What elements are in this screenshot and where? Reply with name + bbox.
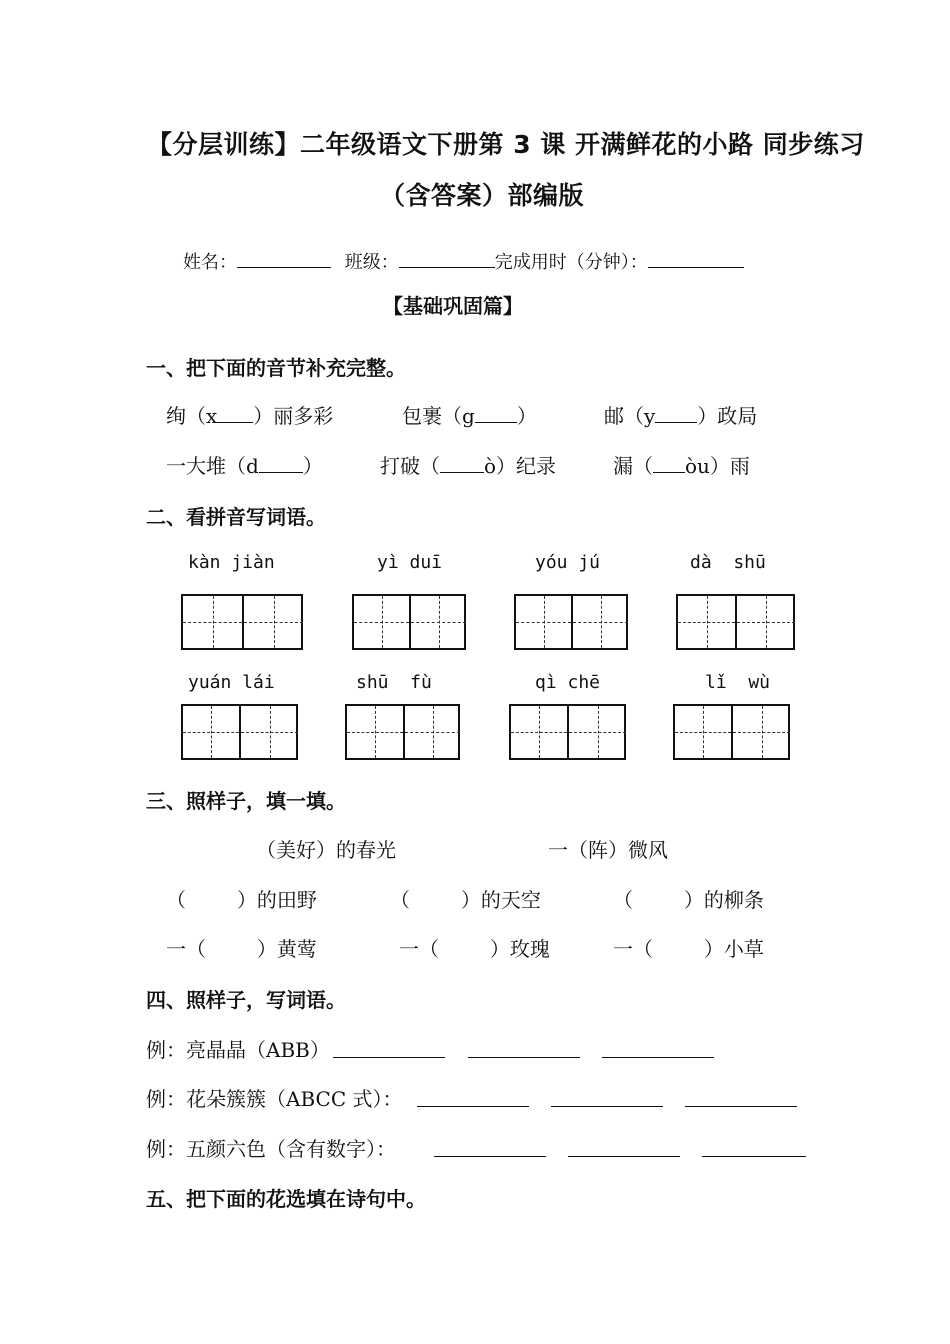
- time-blank[interactable]: [648, 249, 744, 268]
- pinyin-4: dà shū: [690, 552, 766, 573]
- student-info-line: [183, 248, 744, 274]
- q1-heading: 一、把下面的音节补充完整。: [146, 356, 406, 380]
- document-title-line-1: 【分层训练】二年级语文下册第 3 课 开满鲜花的小路 同步练习: [147, 130, 865, 159]
- pinyin-5: yuán lái: [188, 672, 275, 693]
- writing-grid-8[interactable]: [673, 704, 790, 760]
- q3-fill-1[interactable]: （ ）的田野: [166, 888, 317, 912]
- pinyin-7: qì chē: [535, 672, 601, 693]
- writing-grid-1[interactable]: [181, 594, 303, 650]
- q3-fill-6[interactable]: 一（ ）小草: [613, 937, 764, 961]
- name-blank[interactable]: [237, 249, 331, 268]
- q1-item-4: 一大堆（d ）: [166, 454, 323, 478]
- class-blank[interactable]: [399, 249, 495, 268]
- q1-item-6: 漏（ òu）雨: [613, 454, 750, 478]
- q3-fill-2[interactable]: （ ）的天空: [390, 888, 541, 912]
- q4-row-3-label: 例：五颜六色（含有数字）：: [146, 1137, 396, 1161]
- q3-example-2: 一（阵）微风: [548, 838, 668, 862]
- q4-row-2-blank-1[interactable]: [417, 1106, 529, 1107]
- q4-row-1-label: 例：亮晶晶（ABB）: [146, 1038, 330, 1062]
- writing-grid-7[interactable]: [509, 704, 626, 760]
- q4-row-1-blank-1[interactable]: [333, 1057, 445, 1058]
- name-label: 姓名：: [183, 252, 237, 273]
- q1-blank-3[interactable]: [655, 402, 697, 423]
- q5-heading: 五、把下面的花选填在诗句中。: [146, 1187, 426, 1211]
- q1-blank-4[interactable]: [259, 452, 303, 473]
- writing-grid-4[interactable]: [676, 594, 795, 650]
- q1-blank-2[interactable]: [475, 402, 517, 423]
- q4-row-1-blank-2[interactable]: [468, 1057, 580, 1058]
- q2-heading: 二、看拼音写词语。: [146, 505, 326, 529]
- q4-row-3-blank-1[interactable]: [434, 1156, 546, 1157]
- pinyin-8: lǐ wù: [705, 672, 771, 693]
- pinyin-1: kàn jiàn: [188, 552, 275, 573]
- writing-grid-5[interactable]: [181, 704, 298, 760]
- q1-blank-1[interactable]: [217, 402, 253, 423]
- q4-row-2-blank-3[interactable]: [685, 1106, 797, 1107]
- pinyin-2: yì duī: [377, 552, 443, 573]
- q4-row-1-blank-3[interactable]: [602, 1057, 714, 1058]
- section-title: 【基础巩固篇】: [383, 294, 523, 318]
- q4-heading: 四、照样子，写词语。: [146, 988, 346, 1012]
- q4-row-3-blank-2[interactable]: [568, 1156, 680, 1157]
- writing-grid-2[interactable]: [352, 594, 466, 650]
- q3-heading: 三、照样子，填一填。: [146, 789, 346, 813]
- q4-row-3-blank-3[interactable]: [702, 1156, 806, 1157]
- writing-grid-6[interactable]: [345, 704, 460, 760]
- q1-item-1: 绚（x ）丽多彩: [166, 404, 334, 428]
- q3-fill-3[interactable]: （ ）的柳条: [613, 888, 764, 912]
- q1-blank-6[interactable]: [653, 452, 685, 473]
- q3-fill-5[interactable]: 一（ ）玫瑰: [399, 937, 550, 961]
- q1-item-5: 打破（ ò）纪录: [380, 454, 557, 478]
- q4-row-2-blank-2[interactable]: [551, 1106, 663, 1107]
- document-title-line-2: （含答案）部编版: [380, 181, 585, 210]
- q3-fill-4[interactable]: 一（ ）黄莺: [166, 937, 317, 961]
- pinyin-3: yóu jú: [535, 552, 601, 573]
- q1-item-3: 邮（y ）政局: [604, 404, 758, 428]
- time-label: 完成用时（分钟）：: [494, 252, 648, 273]
- class-label: 班级：: [344, 252, 399, 273]
- q1-item-2: 包裹（g ）: [402, 404, 537, 428]
- writing-grid-3[interactable]: [514, 594, 628, 650]
- q3-example-1: （美好）的春光: [256, 838, 396, 862]
- q4-row-2-label: 例：花朵簇簇（ABCC 式）：: [146, 1087, 403, 1111]
- pinyin-6: shū fù: [356, 672, 432, 693]
- q1-blank-5[interactable]: [440, 452, 484, 473]
